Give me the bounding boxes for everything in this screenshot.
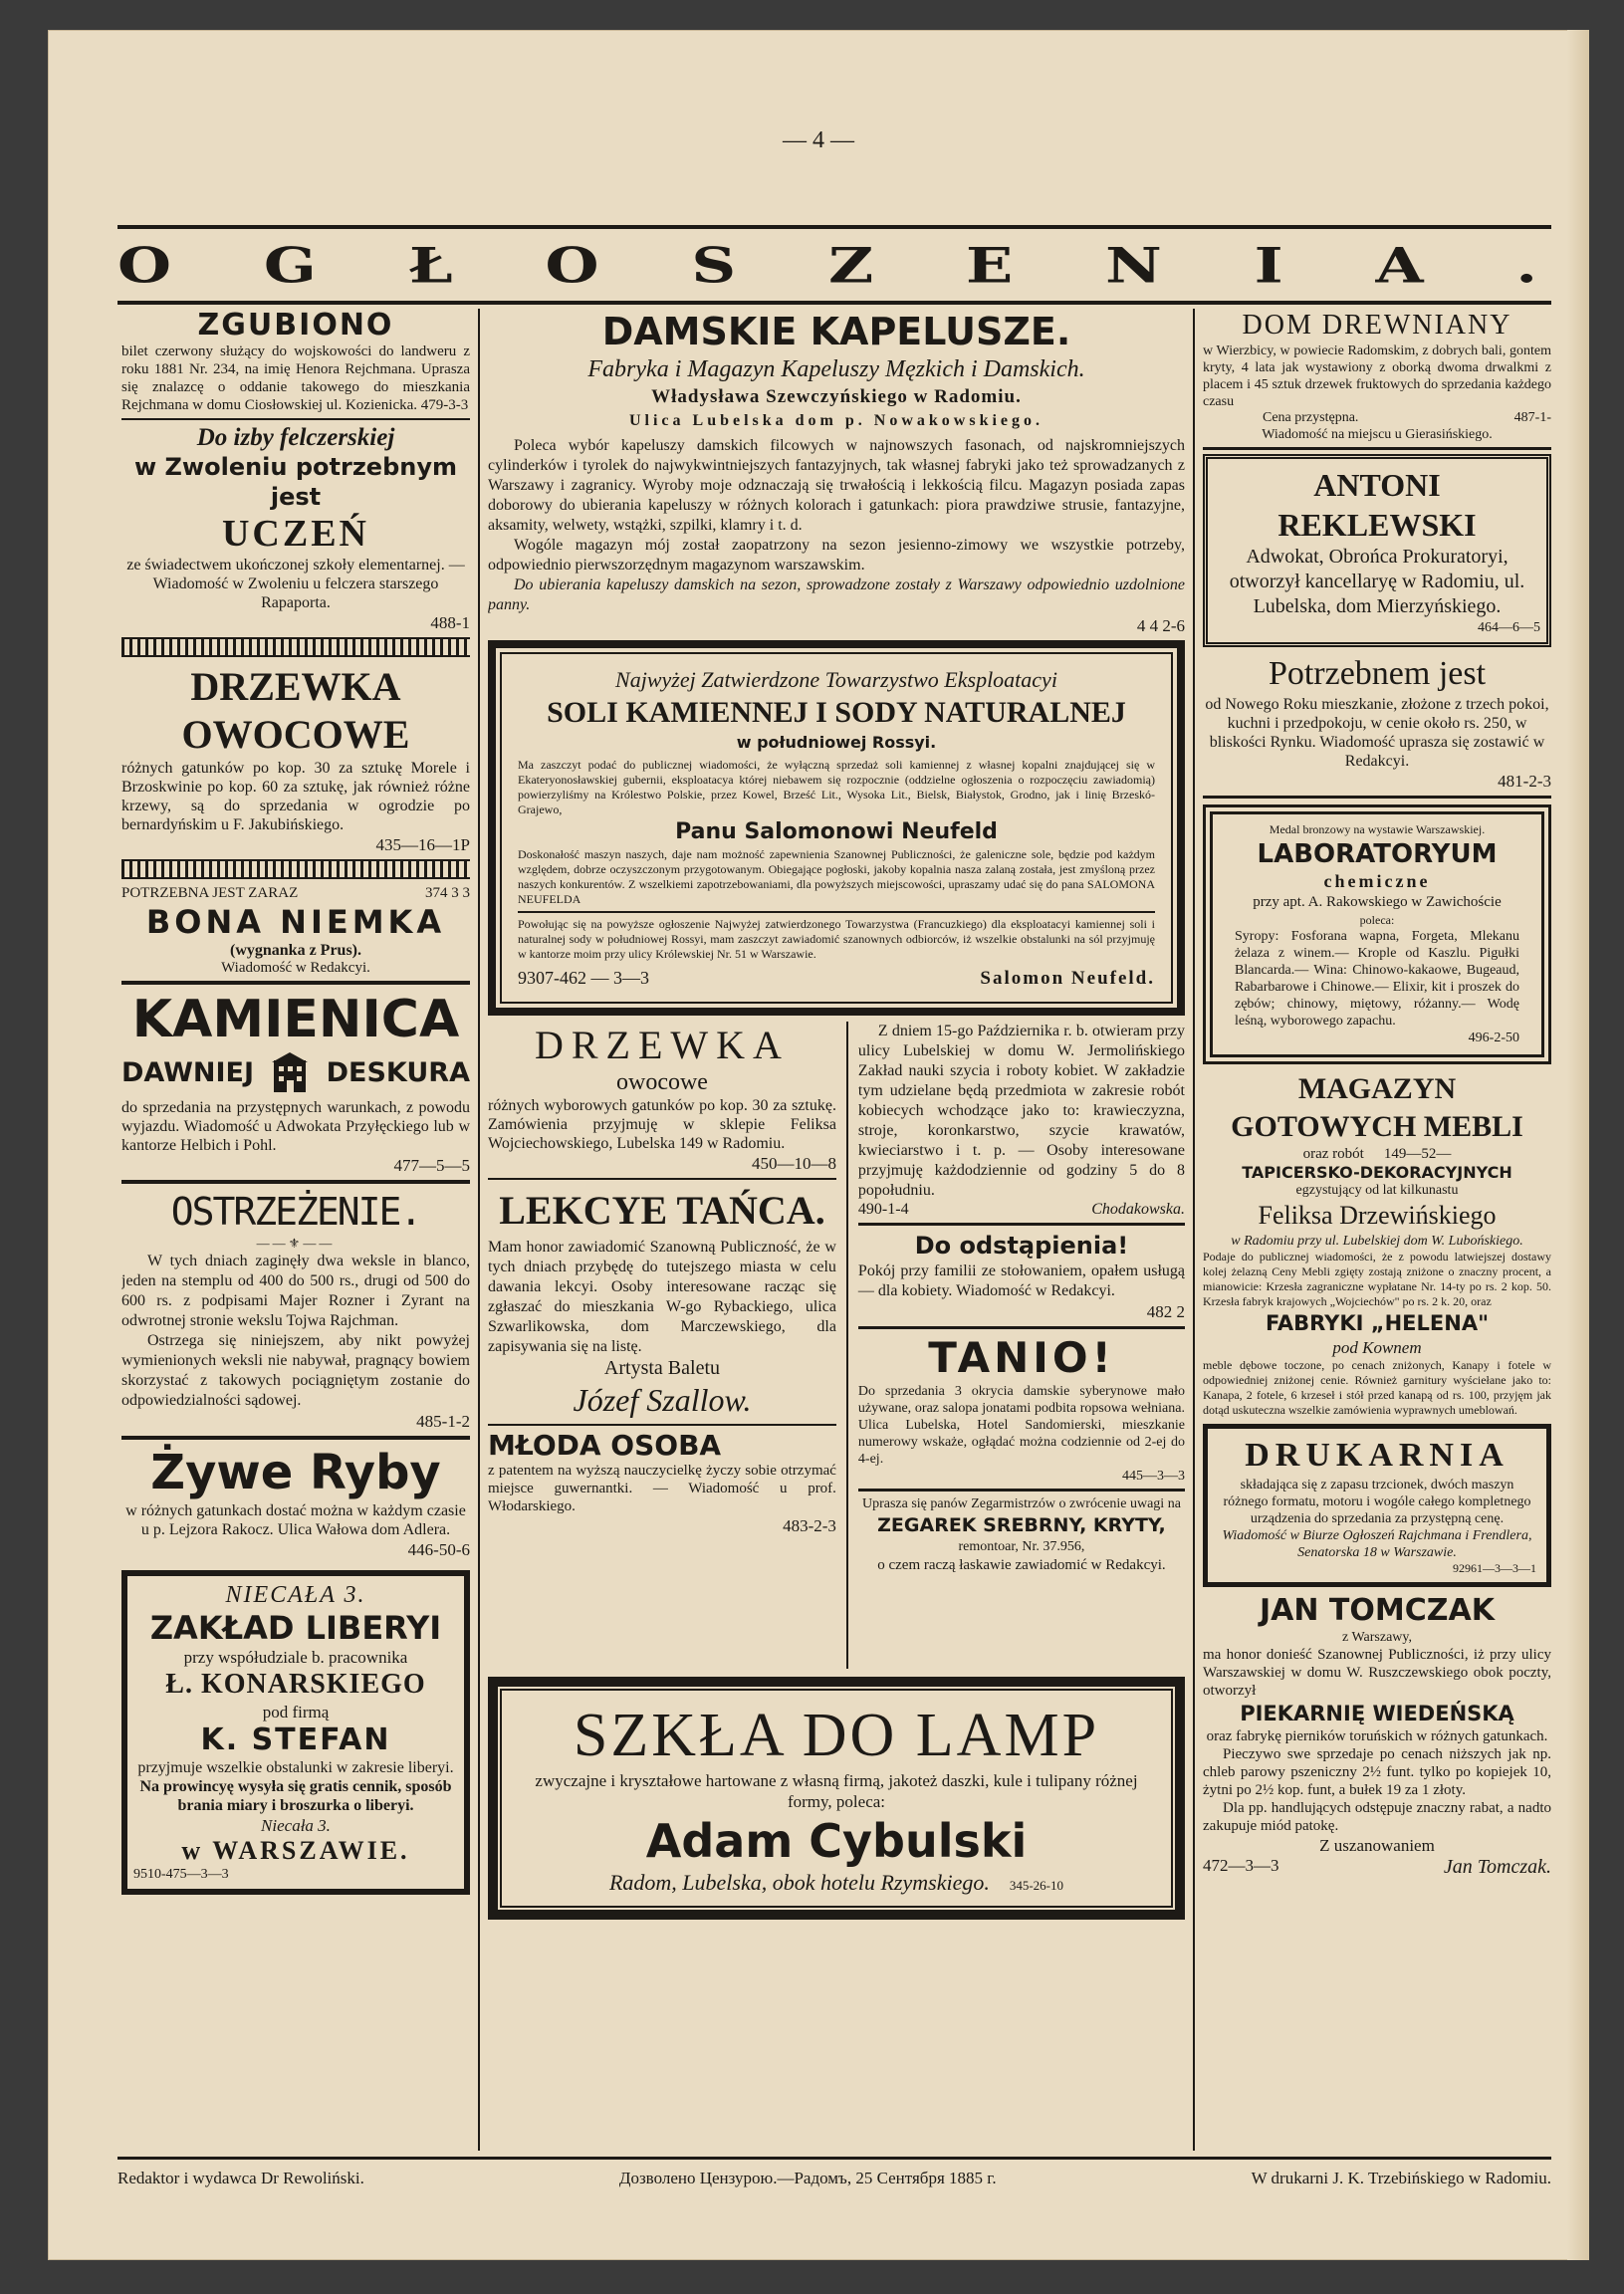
zgubiono-title: ZGUBIONO [197,309,394,343]
mebli-tapic: TAPICERSKO-DEKORACYJNYCH [1242,1163,1512,1182]
mebli-name: Feliksa Drzewińskiego [1258,1201,1497,1230]
ornament-bar [121,637,470,657]
divider [121,1436,470,1440]
masthead-rule-top [117,225,1551,229]
page-footer [117,2169,1551,2188]
reklewski-name: ANTONI REKLEWSKI [1277,467,1477,543]
lab-title: LABORATORYUM [1257,839,1498,869]
tomczak-body: ma honor donieść Szanownej Publiczności, iż przy ulicy Warszawskiej w domu W. Ruszczewskiego obok poczty, otworzył [1203,1647,1551,1699]
footer-rule [117,2157,1551,2160]
masthead-letter: O [117,237,186,295]
ornament: ——⚜—— [256,1236,336,1251]
tanio-code: 445—3—3 [1121,1469,1185,1484]
ad-drzewka2 [488,1022,836,1174]
kamienica-body: do sprzedania na przystępnych warunkach, z powodu wyjazdu. Wiadomość u Adwokata Przyłęckiego lub w kantorze Helbich i Pohl. [121,1099,470,1154]
ad-drukarnia [1203,1424,1551,1587]
ad-potrzebnem [1203,653,1551,792]
drzewka2-code: 450—10—8 [751,1154,836,1173]
kamienica-row [121,1050,470,1094]
liberyi-sub: przy współudziale b. pracownika [183,1648,408,1667]
drzewka-body: różnych gatunków po kop. 30 za sztukę Morele i Brzoskwinie po kop. 60 za sztukę, jak również różne krzewy, są do sprzedania w ogrodzie po bernardyńskim u F. Jakubińskiego. [121,760,470,833]
bona-title: BONA NIEMKA [145,903,446,941]
ostrzezenie-title: OSTRZEŻENIE. [170,1190,421,1234]
soli-body2: Doskonałość maszyn naszych, daje nam możność zapewnienia Szanownej Publiczności, że galeniczne sole, będzie pod każdym względem, dobrze oczyszczonym przygotowanym. Obiegające pogłoski, jakoby kopalnia nasza zalaną została, jest zmyśloną przez naszych konkurentów. Z wszelkiemi zapotrzebowaniami, dla powyższych miejscowości, upraszamy udać się do pana SALOMONA NEUFELDA [518,847,1155,906]
page-number: — 4 — [783,127,854,153]
liberyi-code: 9510-475—3—3 [133,1867,229,1882]
ad-odstapienia [858,1230,1185,1322]
drzewka-code: 435—16—1P [375,835,470,854]
liberyi-top: NIECAŁA 3. [225,1582,366,1608]
ryby-body: w różnych gatunkach dostać można w każdym czasie u p. Lejzora Rakocz. Ulica Wałowa dom Adlera. [125,1502,466,1538]
bona-top-code: 374 3 3 [425,885,470,901]
liberyi-firm: pod firmą [262,1703,330,1721]
ad-reklewski [1203,454,1551,647]
lab-sub: chemiczne [1323,871,1431,891]
ad-laboratorium [1203,804,1551,1064]
soli-code: 9307-462 — 3—3 [518,968,649,988]
drzewka2-title: DRZEWKA [534,1023,790,1067]
soli-sign: Salomon Neufeld. [980,968,1155,989]
reklewski-code: 464—6—5 [1478,620,1540,635]
liberyi-body: przyjmuje wszelkie obstalunki w zakresie liberyi. [137,1759,454,1776]
odstapienia-body: Pokój przy familii ze stołowaniem, opałem usługą — dla kobiety. Wiadomość w Redakcyi. [857,1262,1185,1299]
masthead-letter: A [1375,237,1438,295]
tomczak-title: JAN TOMCZAK [1260,1593,1495,1628]
dom-title: DOM DREWNIANY [1242,310,1512,341]
soli-footer [518,968,1155,990]
uczen-code: 488-1 [430,613,470,632]
ostrzezenie-body2: Ostrzega się niniejszem, aby nikt powyżej wymienionych weksli nie nabywał, pragnący bowiem skorzystać z takowych pociągniętym zostanie do odpowiedzialności sądowej. [121,1332,470,1409]
potrzebnem-body: od Nowego Roku mieszkanie, złożone z trzech pokoi, kuchni i przedpokoju, w cenie około rs. 250, w bliskości Rynku. Wiadomość uprasza się zostawić w Redakcyi. [1205,696,1549,770]
kapelusze-street: Ulica Lubelska dom p. Nowakowskiego. [628,412,1044,429]
tanio-body: Do sprzedania 3 okrycia damskie syberynowe mało używane, oraz salopa jonatami podbita ropsowa wełniana. Ulica Lubelska, Hotel Sandomierski, mieszkanie numerowy wskaże, ogłądać można codziennie od 2-ej do 4-ej. [857,1384,1185,1467]
liberyi-name: Ł. KONARSKIEGO [165,1669,426,1700]
liberyi-stefan: K. STEFAN [200,1722,391,1757]
liberyi-city: w WARSZAWIE. [181,1836,410,1865]
drukarnia-code: 92961—3—3—1 [1453,1561,1536,1575]
mebli-sub-code: 149—52— [1383,1146,1452,1162]
szycie-code: 490-1-4 [857,1201,909,1218]
soli-body3: Powołując się na powyższe ogłoszenie Najwyżej zatwierdzonego Towarzystwa (Francuzkiego) dla eksploatacyi kamiennej soli i naturalnej sody w południowej Rossyi, mam zaszczyt zawiadomić szanownych odbiorców, iż wszelkie obstalunki na sól przyjmuję w kantorze moim przy ulicy Królewskiej Nr. 51 w Warszawie. [518,917,1155,961]
kapelusze-body3: Do ubierania kapeluszy damskich na sezon, sprowadzone zostały z Warszawy odpowiednio uzdolnione panny. [488,576,1185,613]
divider [488,1424,836,1426]
lamp-addr: Radom, Lubelska, obok hotelu Rzymskiego. [608,1870,990,1895]
kamienica-dawniej: DAWNIEJ [121,1056,255,1088]
masthead-title [117,237,1551,295]
footer-censor: Дозволено Цензурою.—Радомъ, 25 Сентября 1885 г. [618,2169,997,2187]
building-icon [270,1050,310,1094]
dom-body: w Wierzbicy, w powiecie Radomskim, z dobrych bali, gontem kryty, 4 lata jak wystawiony z oborką dwoma drwalkmi z placem i 45 sztuk drzewek fruktowych do sprzedania każdego czasu [1203,344,1551,409]
tomczak-body2: oraz fabrykę pierników toruńskich w różnych gatunkach. [1206,1728,1548,1744]
lekcye-title: LEKCYE TAŃCA. [499,1188,825,1233]
szycie-body: Z dniem 15-go Października r. b. otwieram przy ulicy Lubelskiej w domu W. Jermolińskiego Zakład nauki szycia i roboty kobiet. W zakładzie tym udzielane będą przedmiota w zakresie robót kobiecych wchodzące jako to: krawieczyzna, stroje, koronkarstwo, szycie krawatów, kwieciarstwo i t. p. — Osoby interesowane przyjmuję każdodziennie od godziny 5 do 8 popołudniu. [857,1023,1185,1199]
kapelusze-owner: Władysława Szewczyńskiego w Radomiu. [651,386,1022,407]
lab-body: Syropy: Fosforana wapna, Forgeta, Mlekanu żelaza z winem.— Krople od Kaszlu. Pigułki Blancarda.— Wina: Chinowo-kakaowe, Bugeaud, Rabarbarowe i Chinowe.— Elixir, kit i proszek do zębów; chinowy, miętowy, różanny.— Wodę leśną, wyborowego zapachu. [1235,929,1519,1029]
footer-printer: W drukarni J. K. Trzebińskiego w Radomiu. [1251,2169,1551,2187]
page-edge [1567,30,1589,2260]
lamp-title: SZKŁA DO LAMP [573,1702,1100,1769]
ad-zgubiono [121,309,470,414]
tanio-title: TANIO! [928,1333,1115,1382]
ad-lamp [488,1677,1185,1920]
drukarnia-info: Wiadomość w Biurze Ogłoszeń Rajchmana i Frendlera, Senatorska 18 w Warszawie. [1222,1528,1532,1560]
lamp-body: zwyczajne i kryształowe hartowane z własną firmą, jakoteż daszki, kule i tulipany różnej formy, poleca: [535,1771,1138,1811]
lamp-footer [518,1870,1155,1896]
footer-editor: Redaktor i wydawca Dr Rewoliński. [117,2169,364,2187]
bona-top-text: POTRZEBNA JEST ZARAZ [121,885,299,901]
bona-top [121,885,470,902]
drukarnia-body: składająca się z zapasu trzcionek, dwóch maszyn różnego formatu, motoru i wogóle całego kompletnego urządzenia do sprzedania za przystępną cenę. [1223,1478,1531,1526]
ad-osoba [488,1430,836,1536]
ad-tomczak [1203,1593,1551,1879]
lab-code: 496-2-50 [1468,1031,1519,1045]
column-rule-1 [478,309,480,2151]
odstapienia-title: Do odstąpienia! [914,1232,1129,1260]
soli-top: Najwyżej Zatwierdzone Towarzystwo Eksploatacyi [615,667,1057,692]
lamp-code: 345-26-10 [1009,1878,1064,1893]
liberyi-body2: Na prowincyę wysyła się gratis cennik, sposób brania miary i broszurka o liberyi. [139,1778,452,1814]
ad-ryby [121,1444,470,1560]
bona-sub: (wygnanka z Prus). [229,942,361,959]
col2-left [488,1022,836,1669]
ostrzezenie-body1: W tych dniach zaginęły dwa weksle in blanco, jeden na stemplu od 400 do 500 rs., drugi od 500 do 600 rs. z podpisami Majer Rozner i Zyrant na odwrotnej stronie wekslu Tojwa Rajchman. [121,1253,470,1329]
ad-kapelusze [488,309,1185,636]
zegarek-title: ZEGAREK SREBRNY, KRYTY, [877,1514,1166,1536]
dom-info: Wiadomość na miejscu u Gierasińskiego. [1262,427,1493,442]
liberyi-title: ZAKŁAD LIBERYI [149,1609,442,1647]
tomczak-piek: PIEKARNIĘ WIEDEŃSKĄ [1240,1702,1514,1725]
ostrzezenie-code: 485-1-2 [416,1412,470,1431]
mebli-kownem: pod Kownem [1332,1338,1422,1357]
ad-mebli [1203,1070,1551,1418]
lab-top: Medal bronzowy na wystawie Warszawskiej. [1269,822,1486,836]
mebli-title: MAGAZYN GOTOWYCH MEBLI [1231,1072,1523,1143]
ad-zegarek [858,1495,1185,1576]
masthead-letter: S [691,237,751,295]
potrzebnem-title: Potrzebnem jest [1268,655,1487,692]
soli-sub: w południowej Rossyi. [736,733,937,752]
masthead-letter: . [1515,237,1551,295]
mebli-body2: meble dębowe toczone, po cenach zniżonych, Kanapy i fotele w odpowiedniej zniżonej cenie. Również garnitury wyściełane jako to: Kanapa, 2 fotele, 6 krzeseł i stół przed kanapą od rs. 100, przyjęm jak dotąd uskuteczna wszelkie zamówienia wyprawnych umeblowań. [1203,1358,1551,1417]
newspaper-page [48,30,1589,2260]
lamp-name: Adam Cybulski [645,1814,1028,1868]
tomczak-body4: Dla pp. handlujących odstępuje znaczny rabat, a nadto zakupuje miód patokę. [1203,1800,1551,1834]
lekcye-name: Józef Szallow. [573,1382,752,1418]
ad-liberyi [121,1570,470,1895]
zgubiono-body: bilet czerwony służący do wojskowości do landweru z roku 1881 Nr. 234, na imię Henora Rejchmana. Uprasza się znalazcę o oddanie takowego do mieszkania Rejchmana w domu Ciosłowskiej ul. Kozienicka. 479-3-3 [121,344,470,413]
mebli-body: Podaje do publicznej wiadomości, że z powodu latwiejszej dostawy kolej żelazną Ceny Mebli zgięty zostają zniżone o znaczny procent, a mianowicie: Krzesła zagraniczne wypłatane Nr. 14-ty po rs. 2 kop. 50. Krzesła fabryk krajowych „Wojciechów" po rs. 2 k. 20, oraz [1203,1250,1551,1308]
kapelusze-sub: Fabryka i Magazyn Kapeluszy Męzkich i Damskich. [587,356,1085,382]
divider [121,981,470,985]
col2-right [858,1022,1185,1669]
column-1 [121,309,470,2151]
ad-szycie [858,1022,1185,1219]
zegarek-sub: remontoar, Nr. 37.956, [958,1539,1085,1554]
bona-info: Wiadomość w Redakcyi. [221,960,370,976]
tomczak-body3: Pieczywo swe sprzedaje po cenach niższych jak np. chleb parowy pszeniczny 2½ funt. tylko po kopiejek 10, żytni po 2½ kop. funt, a bułek 19 za 1 złoty. [1203,1746,1551,1798]
kapelusze-body1: Poleca wybór kapeluszy damskich filcowych w najnowszych fasonach, od najskromniejszych cylinderków i tyrolek do najwykwintniejszych fantazyjnych, tak własnej fabryki jako też sprowadzanych z Warszawy i zagranicy. Wyroby moje odznaczają się trwałością i lekkością filcu. Magazyn posiada zapas doborowy do ubierania kapeluszy w różnych kolorach i gatunkach: piora prawdziwe strusie, fantazyjne, aksamity, welwety, wstążki, szpilki, klamry i t. d. [488,437,1185,534]
tomczak-sign1: Z uszanowaniem [1319,1836,1435,1855]
kamienica-title: KAMIENICA [131,990,460,1049]
ad-kamienica [121,989,470,1176]
ad-dom [1203,309,1551,443]
kapelusze-code: 4 4 2-6 [1136,616,1185,635]
ad-soli [488,640,1185,1016]
ad-tanio [858,1333,1185,1485]
mebli-fabryki: FABRYKI „HELENA" [1265,1311,1490,1335]
mebli-addr: w Radomiu przy ul. Lubelskiej dom W. Lubońskiego. [1231,1234,1523,1249]
uczen-line2: w Zwoleniu potrzebnym jest [134,453,457,511]
drukarnia-title: DRUKARNIA [1245,1437,1509,1474]
osoba-code: 483-2-3 [783,1516,836,1535]
col2-split [488,1022,1185,1669]
zegarek-body: o czem raczą łaskawie zawiadomić w Redakcyi. [877,1557,1166,1573]
soli-body1: Ma zaszczyt podać do publicznej wiadomości, że wyłączną sprzedaż soli kamiennej z własnej kopalni znajdującej się w Ekateryonosławskiej gubernii, eksploatacya której niebawem się rozpocznie (oddzielne ogłoszenia o rozpoczęciu zawiadomią) powierzyliśmy na Królestwo Polskie, przez Kowel, Brześć Lit., Wysoka Lit., Bielsk, Białystok, Grodno, jak i linię Brzeskó-Grajewo, [518,758,1155,816]
uczen-body: ze świadectwem ukończonej szkoły elementarnej. — Wiadomość w Zwoleniu u felczera starszego Rapaporta. [126,557,465,611]
reklewski-body: Adwokat, Obrońca Prokuratoryi, otworzył kancellaryę w Radomiu, ul. Lubelska, dom Mierzyńskiego. [1229,546,1525,617]
masthead-letter: O [545,237,613,295]
dom-price-row [1203,410,1551,426]
odstapienia-code: 482 2 [1146,1302,1185,1321]
divider [858,1489,1185,1491]
ad-ostrzezenie [121,1188,470,1432]
ad-lekcye [488,1184,836,1420]
divider [518,911,1155,913]
kapelusze-body2: Wogóle magazyn mój został zaopatrzony na sezon jesienno-zimowy we wszystkie potrzeby, odpowiednio pierwszorzędnym magazynom warszawskim. [488,537,1185,574]
kamienica-deskura: DESKURA [326,1056,470,1088]
soli-name: Panu Salomonowi Neufeld [675,819,998,844]
drzewka2-body: różnych wyborowych gatunków po kop. 30 za sztukę. Zamówienia przyjmuję w sklepie Feliksa Wojciechowskiego, Lubelska 149 w Radomiu. [488,1097,836,1152]
masthead-letter: G [263,237,331,295]
lab-by: przy apt. A. Rakowskiego w Zawichoście [1253,894,1502,910]
column-rule-inner [846,1022,848,1669]
ornament-bar [121,859,470,879]
masthead-letter: Ł [408,237,467,295]
dom-code: 487-1- [1513,410,1551,425]
ad-bona [121,885,470,977]
tomczak-sign2: Jan Tomczak. [1443,1856,1551,1878]
osoba-body: z patentem na wyższą nauczycielkę życzy sobie otrzymać miejsce guwernantki. — Wiadomość u prof. Włodarskiego. [488,1463,836,1514]
zegarek-top: Uprasza się panów Zegarmistrzów o zwrócenie uwagi na [861,1496,1181,1511]
masthead-letter: Z [827,237,888,295]
column-2 [488,309,1185,2151]
masthead-letter: E [966,237,1028,295]
masthead-rule-bottom [117,301,1551,305]
dom-price: Cena przystępna. [1263,410,1359,425]
drzewka-title: DRZEWKA OWOCOWE [181,664,410,757]
divider [1203,796,1551,799]
uczen-title: UCZEŃ [221,513,370,555]
tomczak-sub: z Warszawy, [1341,1630,1412,1645]
liberyi-addr: Niecała 3. [261,1816,331,1835]
ryby-code: 446-50-6 [407,1540,470,1559]
kamienica-code: 477—5—5 [393,1156,470,1175]
divider [121,418,470,420]
lekcye-role: Artysta Baletu [603,1357,721,1379]
tomczak-footer [1203,1856,1551,1879]
divider [858,1326,1185,1329]
tomczak-code: 472—3—3 [1203,1856,1279,1875]
lab-poleca: poleca: [1359,913,1395,927]
masthead-letter: N [1105,237,1176,295]
ad-drzewka-owocowe [121,663,470,855]
szycie-footer [858,1201,1185,1219]
column-rule-2 [1193,309,1195,2151]
kapelusze-title: DAMSKIE KAPELUSZE. [601,310,1071,353]
divider [1203,447,1551,450]
drzewka2-sub: owocowe [615,1069,708,1095]
potrzebnem-code: 481-2-3 [1498,772,1551,791]
mebli-sub: oraz robót [1302,1146,1364,1162]
mebli-eg: egzystujący od lat kilkunastu [1295,1183,1459,1198]
uczen-line1: Do izby felczerskiej [196,424,395,451]
osoba-title: MŁODA OSOBA [488,1429,722,1462]
mebli-sub-row [1203,1146,1551,1163]
ryby-title: Żywe Ryby [150,1445,441,1500]
lekcye-body: Mam honor zawiadomić Szanowną Publiczność, że w tych dniach przybędę do tutejszego miasta w celu dawania lekcyi. Osoby interesowane racząc się zgłaszać do mieszkania W-go Rybackiego, ulica Szwarlikowska, dom Marczewskiego, dla zapisywania się na listę. [488,1239,836,1355]
divider [488,1178,836,1180]
column-3 [1203,309,1551,2151]
ad-uczen [121,424,470,633]
soli-title: SOLI KAMIENNEJ I SODY NATURALNEJ [547,696,1126,729]
divider [858,1223,1185,1226]
masthead-letter: I [1254,237,1297,295]
divider [121,1180,470,1184]
szycie-name: Chodakowska. [1091,1201,1185,1218]
